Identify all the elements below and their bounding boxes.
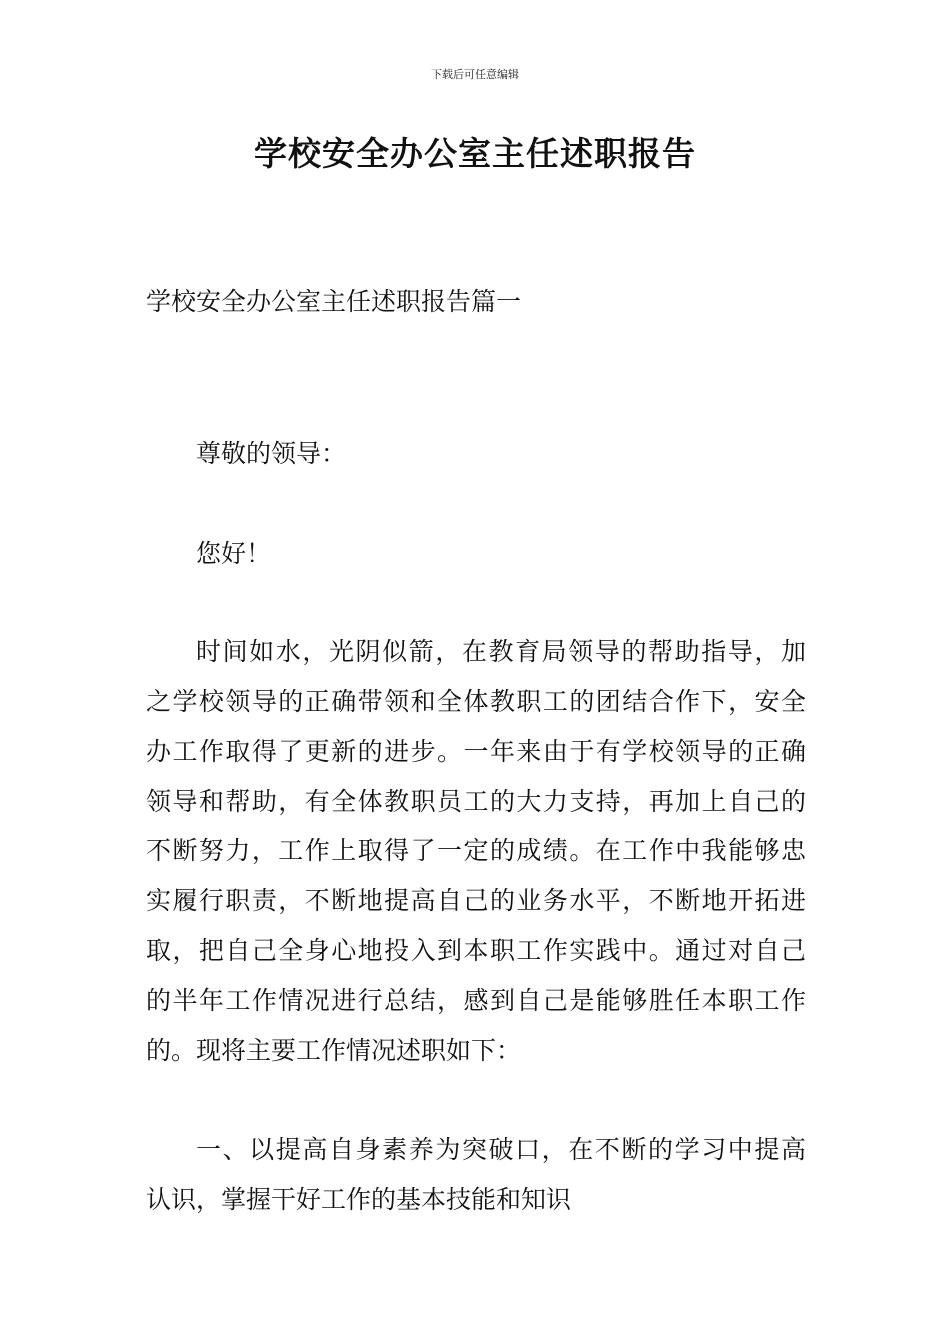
paragraph-line: 的半年工作情况进行总结，感到自己是能够胜任本职工作	[146, 986, 806, 1015]
salutation: 尊敬的领导：	[196, 439, 347, 468]
paragraph-line: 认识，掌握干好工作的基本技能和知识	[146, 1185, 572, 1214]
paragraph-line: 时间如水，光阴似箭，在教育局领导的帮助指导，加	[196, 637, 806, 666]
greeting: 您好！	[196, 539, 272, 568]
paragraph-line: 实履行职责，不断地提高自己的业务水平，不断地开拓进	[146, 886, 806, 915]
paragraph-line: 不断努力，工作上取得了一定的成绩。在工作中我能够忠	[146, 836, 806, 865]
header-note: 下载后可任意编辑	[431, 68, 519, 81]
paragraph-line: 取，把自己全身心地投入到本职工作实践中。通过对自己	[146, 936, 806, 965]
paragraph-line: 办工作取得了更新的进步。一年来由于有学校领导的正确	[146, 737, 806, 766]
paragraph-line: 之学校领导的正确带领和全体教职工的团结合作下，安全	[146, 687, 806, 716]
paragraph-line: 领导和帮助，有全体教职员工的大力支持，再加上自己的	[146, 787, 806, 816]
document-title: 学校安全办公室主任述职报告	[254, 134, 696, 173]
paragraph-line: 一、以提高自身素养为突破口，在不断的学习中提高	[196, 1135, 806, 1164]
section-heading: 学校安全办公室主任述职报告篇一	[146, 287, 522, 316]
paragraph-line: 的。现将主要工作情况述职如下：	[146, 1036, 522, 1065]
